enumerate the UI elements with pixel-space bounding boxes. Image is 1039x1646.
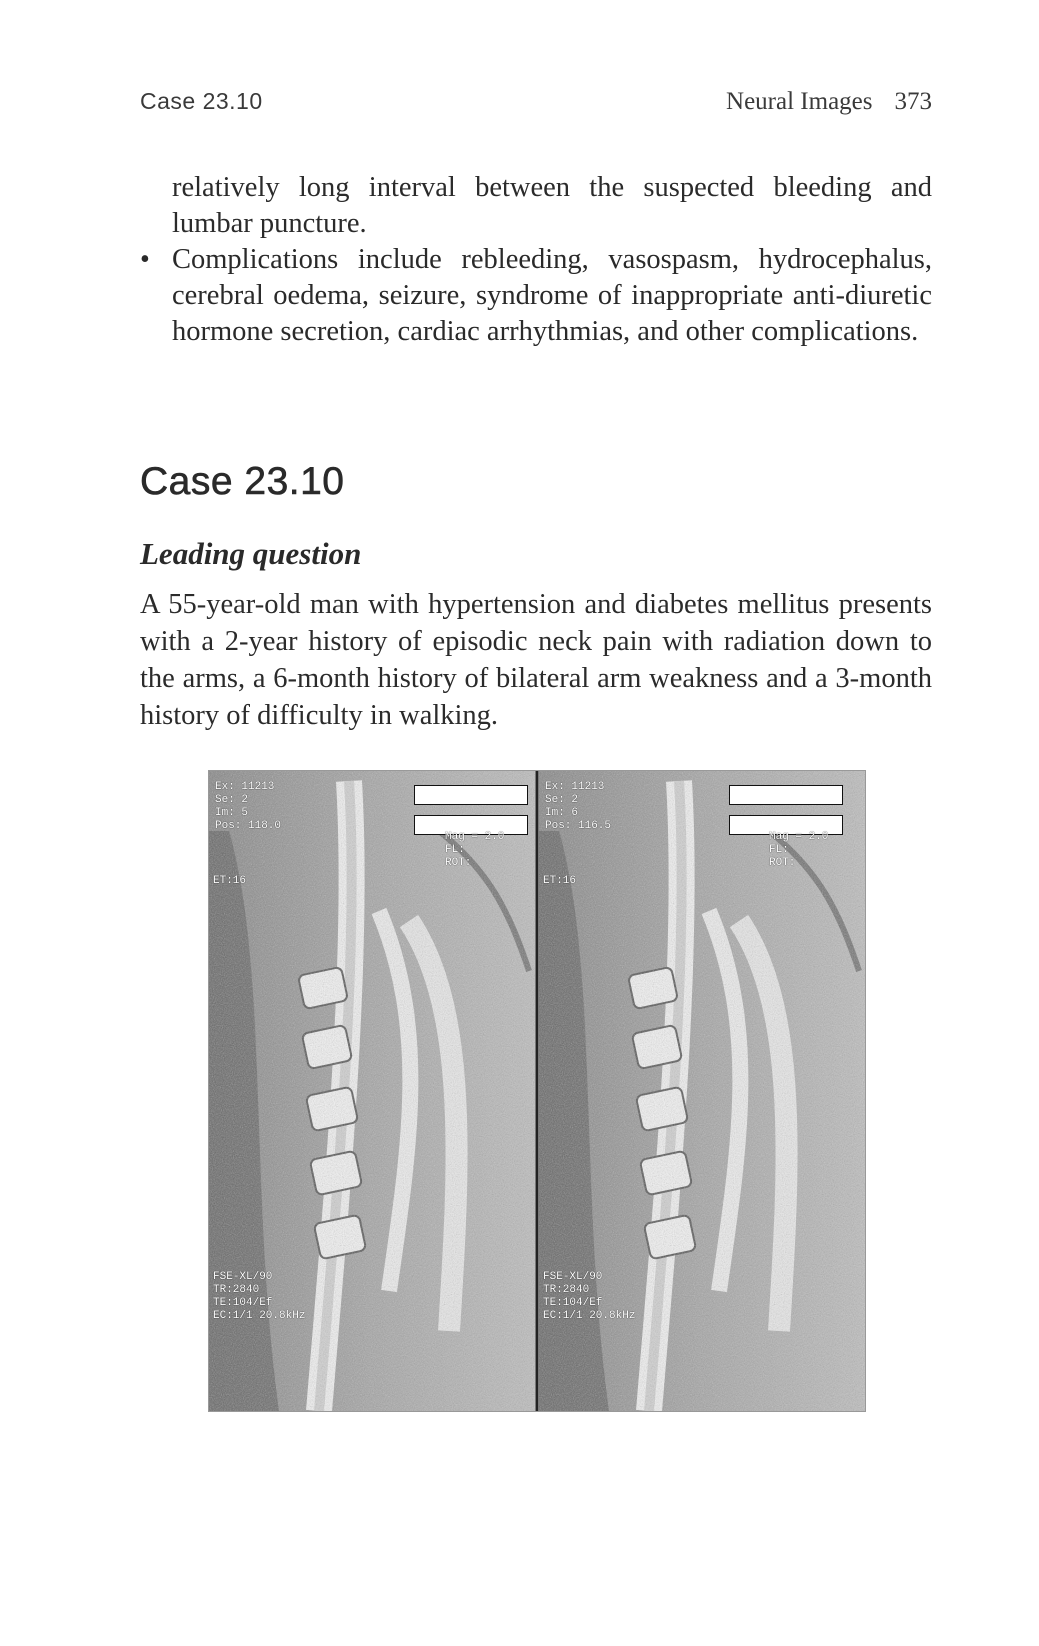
- annotation-box: [729, 785, 843, 805]
- left-panel-sequence-info: FSE-XL/90 TR:2840 TE:104/Ef EC:1/1 20.8kHz: [213, 1271, 306, 1322]
- right-panel-mag-info: Mag = 2.0 FL: ROT:: [769, 831, 829, 869]
- right-panel-et-info: ET:16: [543, 875, 577, 887]
- case-paragraph: A 55-year-old man with hypertension and diabetes mellitus presents with a 2-year history of episodic neck pain with radiation down to the arms, a 6-month history of bilateral arm weakness and a 3-month history of difficulty in walking.: [140, 589, 932, 731]
- running-head-section: [726, 88, 932, 116]
- mri-image: [209, 771, 865, 1411]
- leading-question-heading: Leading question: [140, 536, 362, 571]
- case-heading: Case 23.10: [140, 460, 345, 503]
- bullet-symbol: •: [140, 244, 150, 275]
- continued-bullet-text: relatively long interval between the suspected bleeding and lumbar puncture.: [172, 172, 932, 239]
- right-panel-series-info: Ex: 11213 Se: 2 Im: 6 Pos: 116.5: [545, 781, 612, 832]
- running-head-title: Neural Images: [726, 88, 873, 115]
- mri-figure: [208, 770, 866, 1412]
- left-panel-mag-info: Mag = 2.0 FL: ROT:: [445, 831, 505, 869]
- bullet-item: [140, 242, 932, 350]
- running-head: [140, 88, 932, 122]
- bullet-text: Complications include rebleeding, vasospasm, hydrocephalus, cerebral oedema, seizure, syndrome of inappropriate anti-diuretic hormone secretion, cardiac arrhythmias, and other complications.: [172, 244, 932, 347]
- left-panel-series-info: Ex: 11213 Se: 2 Im: 5 Pos: 118.0: [215, 781, 282, 832]
- page-number: 373: [894, 88, 932, 115]
- left-panel-et-info: ET:16: [213, 875, 247, 887]
- right-panel-sequence-info: FSE-XL/90 TR:2840 TE:104/Ef EC:1/1 20.8kHz: [543, 1271, 636, 1322]
- running-head-case: Case 23.10: [140, 88, 263, 114]
- annotation-box: [414, 785, 528, 805]
